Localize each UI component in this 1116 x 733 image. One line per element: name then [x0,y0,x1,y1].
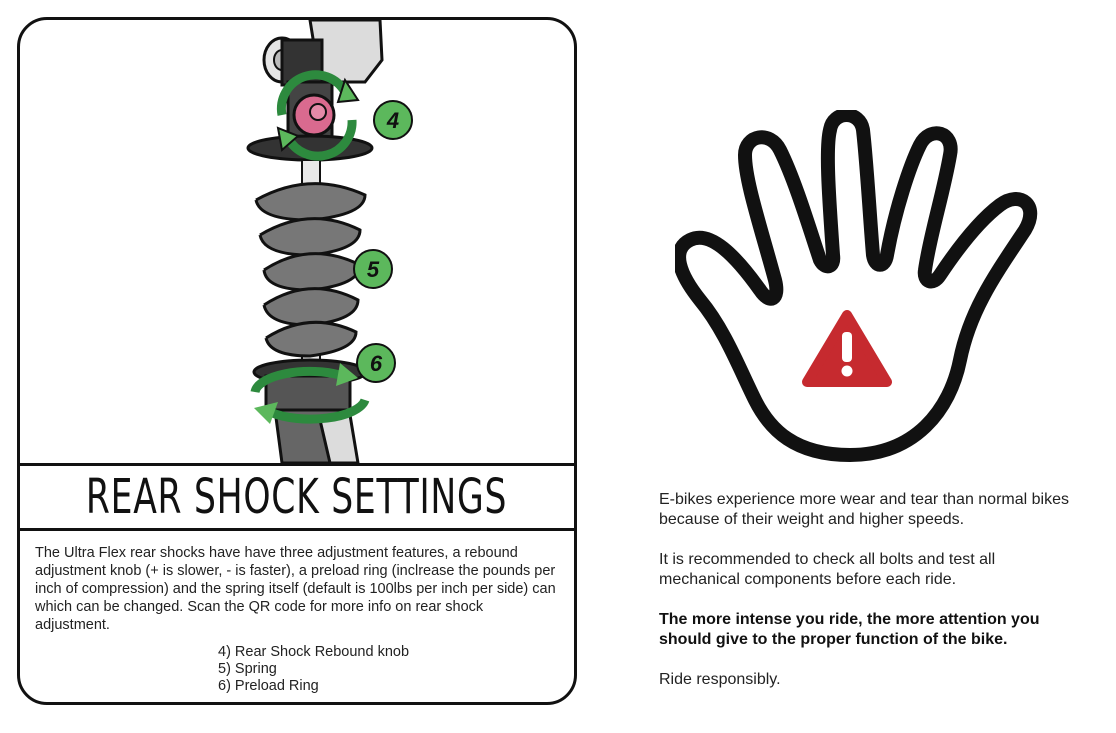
warning-emphasis: The more intense you ride, the more attention you should give to the proper function of the bike. [659,611,1040,648]
callout-6 [357,344,395,382]
callout-4-label: 4 [386,108,400,133]
callout-5 [354,250,392,288]
legend-item: 6) Preload Ring [218,678,319,694]
callout-6-label: 6 [369,351,383,376]
legend-list [218,644,409,695]
title-band [20,463,574,531]
legend-item: 5) Spring [218,661,277,677]
warning-text-block [659,490,1079,710]
card-title: REAR SHOCK SETTINGS [86,469,508,525]
callout-5-label: 5 [366,257,380,282]
hand-warning-icon [675,110,1045,470]
rear-shock-card [17,17,577,705]
coil-spring [256,184,365,356]
warning-paragraph: It is recommended to check all bolts and test all mechanical components before each ride. [659,551,996,588]
warning-paragraph: E-bikes experience more wear and tear than normal bikes because of their weight and higher speeds. [659,491,1069,528]
card-description: The Ultra Flex rear shocks have have three adjustment features, a rebound adjustment knob (+ is slower, - is faster), a preload ring (inclrease the pounds per inch of compression) and the spring itself (default is 100lbs per inch per side) can which can be changed. Scan the QR code for more info on rear shock adjustment. [35,545,556,633]
warning-closing: Ride responsibly. [659,671,781,688]
legend-item: 4) Rear Shock Rebound knob [218,644,410,660]
rear-shock-illustration [20,20,574,463]
callout-4 [374,101,412,139]
